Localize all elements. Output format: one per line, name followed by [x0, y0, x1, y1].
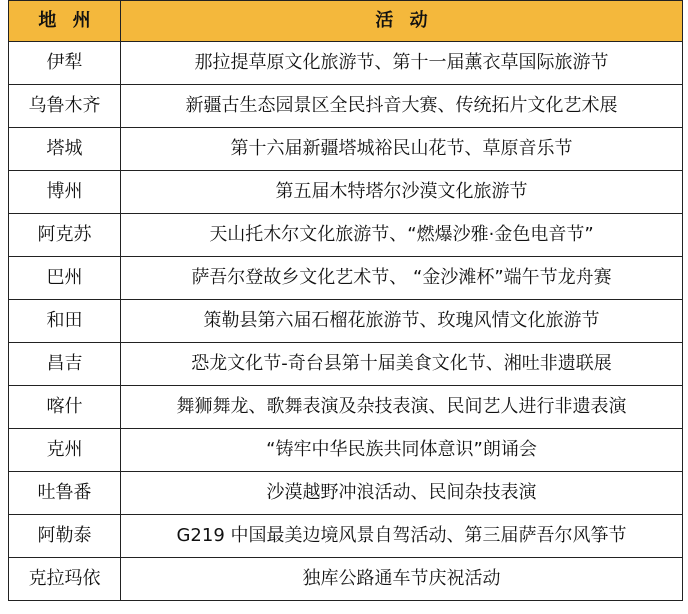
region-cell: 吐鲁番	[9, 472, 121, 515]
region-cell: 塔城	[9, 128, 121, 171]
region-cell: 和田	[9, 300, 121, 343]
region-cell: 博州	[9, 171, 121, 214]
table-row	[9, 343, 683, 386]
table-row	[9, 515, 683, 558]
region-cell: 克拉玛依	[9, 558, 121, 601]
table-row	[9, 558, 683, 601]
region-cell: 喀什	[9, 386, 121, 429]
header-activity	[121, 1, 683, 42]
region-cell: 阿克苏	[9, 214, 121, 257]
header-activity-label: 活动	[375, 10, 444, 31]
region-cell: 克州	[9, 429, 121, 472]
activity-cell: 萨吾尔登故乡文化艺术节、 “金沙滩杯”端午节龙舟赛	[121, 257, 683, 300]
table-row	[9, 257, 683, 300]
table-header-row	[9, 1, 683, 42]
activity-cell: 新疆古生态园景区全民抖音大赛、传统拓片文化艺术展	[121, 85, 683, 128]
table-row	[9, 85, 683, 128]
activity-cell: 第五届木特塔尔沙漠文化旅游节	[121, 171, 683, 214]
activity-cell: “铸牢中华民族共同体意识”朗诵会	[121, 429, 683, 472]
activity-cell: 策勒县第六届石榴花旅游节、玫瑰风情文化旅游节	[121, 300, 683, 343]
table-row	[9, 300, 683, 343]
table-row	[9, 214, 683, 257]
activity-cell: 沙漠越野冲浪活动、民间杂技表演	[121, 472, 683, 515]
header-region-label: 地州	[38, 10, 107, 31]
activity-cell: 第十六届新疆塔城裕民山花节、草原音乐节	[121, 128, 683, 171]
table-row	[9, 429, 683, 472]
activity-cell: 舞狮舞龙、歌舞表演及杂技表演、民间艺人进行非遗表演	[121, 386, 683, 429]
region-cell: 巴州	[9, 257, 121, 300]
region-cell: 昌吉	[9, 343, 121, 386]
region-cell: 伊犁	[9, 42, 121, 85]
activity-cell: 那拉提草原文化旅游节、第十一届薰衣草国际旅游节	[121, 42, 683, 85]
activity-cell: 独库公路通车节庆祝活动	[121, 558, 683, 601]
header-region	[9, 1, 121, 42]
activities-table-container	[8, 0, 682, 601]
table-row	[9, 128, 683, 171]
activity-cell: 恐龙文化节-奇台县第十届美食文化节、湘吐非遗联展	[121, 343, 683, 386]
activities-table	[8, 0, 683, 601]
activity-cell: 天山托木尔文化旅游节、“燃爆沙雅·金色电音节”	[121, 214, 683, 257]
activity-cell: G219 中国最美边境风景自驾活动、第三届萨吾尔风筝节	[121, 515, 683, 558]
table-row	[9, 171, 683, 214]
table-row	[9, 472, 683, 515]
table-row	[9, 42, 683, 85]
region-cell: 乌鲁木齐	[9, 85, 121, 128]
table-row	[9, 386, 683, 429]
region-cell: 阿勒泰	[9, 515, 121, 558]
